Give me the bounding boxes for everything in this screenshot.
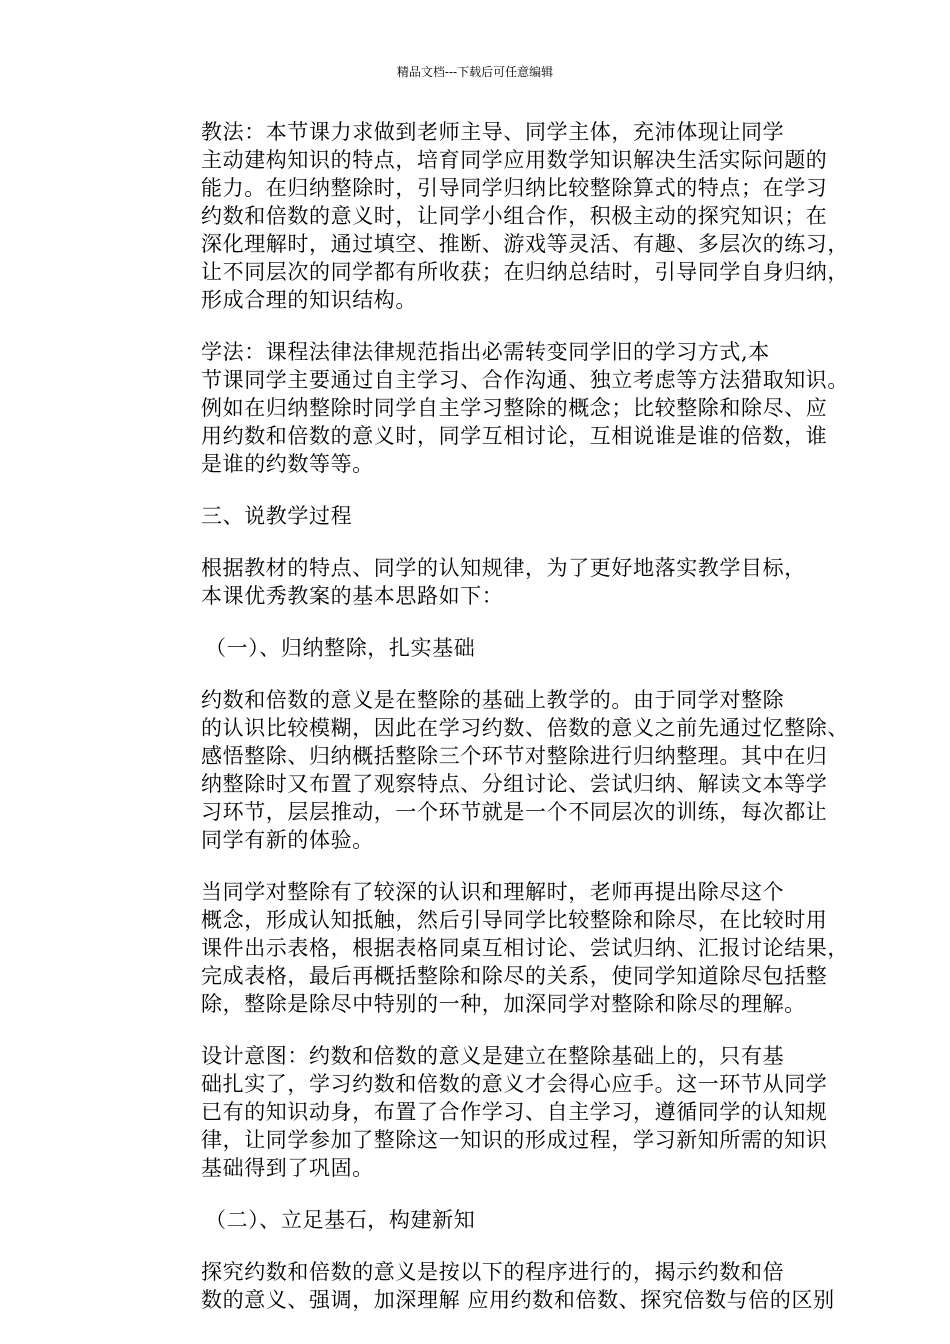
document-body	[147, 118, 849, 1314]
text-line: 约数和倍数的意义是在整除的基础上教学的。由于同学对整除	[201, 688, 785, 712]
text-line: 已有的知识动身，布置了合作学习、自主学习，遵循同学的认知规	[201, 1100, 828, 1124]
text-line: 除，整除是除尽中特别的一种，加深同学对整除和除尽的理解。	[201, 992, 806, 1016]
text-line: 能力。在归纳整除时，引导同学归纳比较整除算式的特点；在学习	[201, 176, 828, 200]
text-line: 形成合理的知识结构。	[201, 288, 417, 312]
text-line: 习环节，层层推动，一个环节就是一个不同层次的训练，每次都让	[201, 800, 828, 824]
text-line: 教法：本节课力求做到老师主导、同学主体，充沛体现让同学	[201, 120, 785, 144]
teaching-method-paragraph	[147, 118, 849, 314]
text-line: 课件出示表格，根据表格同桌互相讨论、尝试归纳、汇报讨论结果，	[201, 936, 849, 960]
text-line: 是谁的约数等等。	[201, 452, 374, 476]
text-line: 节课同学主要通过自主学习、合作沟通、独立考虑等方法猎取知识。	[201, 368, 849, 392]
part-one-paragraph-2	[147, 878, 849, 1018]
text-line: 感悟整除、归纳概括整除三个环节对整除进行归纳整理。其中在归	[201, 744, 828, 768]
text-line: 基础得到了巩固。	[201, 1156, 374, 1180]
text-line: 设计意图：约数和倍数的意义是建立在整除基础上的，只有基	[201, 1044, 785, 1068]
text-line: 探究约数和倍数的意义是按以下的程序进行的，揭示约数和倍	[201, 1260, 785, 1284]
text-line: 律，让同学参加了整除这一知识的形成过程，学习新知所需的知识	[201, 1128, 828, 1152]
text-line: 当同学对整除有了较深的认识和理解时，老师再提出除尽这个	[201, 880, 785, 904]
page-header: 精品文档---下载后可任意编辑	[396, 65, 554, 79]
part-one-paragraph-3	[147, 1042, 828, 1182]
text-line: 础扎实了，学习约数和倍数的意义才会得心应手。这一环节从同学	[201, 1072, 828, 1096]
text-line: 学法：课程法律法律规范指出必需转变同学旧的学习方式,本	[201, 340, 770, 364]
text-line: 完成表格，最后再概括整除和除尽的关系，使同学知道除尽包括整	[201, 964, 828, 988]
part-one-paragraph-1	[147, 686, 849, 854]
text-line: 例如在归纳整除时同学自主学习整除的概念；比较整除和除尽、应	[201, 396, 828, 420]
part-one-heading: （一）、归纳整除，扎实基础	[205, 636, 476, 660]
part-two-paragraph-1	[147, 1258, 835, 1314]
learning-method-paragraph	[147, 338, 849, 478]
section-heading: 三、说教学过程	[201, 504, 353, 528]
section-intro-paragraph	[147, 554, 809, 610]
text-line: 约数和倍数的意义时，让同学小组合作，积极主动的探究知识；在	[201, 204, 828, 228]
text-line: 让不同层次的同学都有所收获；在归纳总结时，引导同学自身归纳，	[201, 260, 849, 284]
text-line: 数的意义、强调，加深理解 应用约数和倍数、探究倍数与倍的区别	[201, 1288, 835, 1312]
text-line: 用约数和倍数的意义时，同学互相讨论，互相说谁是谁的倍数，谁	[201, 424, 828, 448]
text-line: 主动建构知识的特点，培育同学应用数学知识解决生活实际问题的	[201, 148, 828, 172]
text-line: 深化理解时，通过填空、推断、游戏等灵活、有趣、多层次的练习，	[201, 232, 849, 256]
part-two-heading: （二）、立足基石，构建新知	[205, 1208, 476, 1232]
text-line: 本课优秀教案的基本思路如下：	[201, 584, 504, 608]
text-line: 根据教材的特点、同学的认知规律，为了更好地落实教学目标，	[201, 556, 806, 580]
text-line: 的认识比较模糊，因此在学习约数、倍数的意义之前先通过忆整除、	[201, 716, 849, 740]
text-line: 概念，形成认知抵触，然后引导同学比较整除和除尽，在比较时用	[201, 908, 828, 932]
text-line: 纳整除时又布置了观察特点、分组讨论、尝试归纳、解读文本等学	[201, 772, 828, 796]
text-line: 同学有新的体验。	[201, 828, 374, 852]
